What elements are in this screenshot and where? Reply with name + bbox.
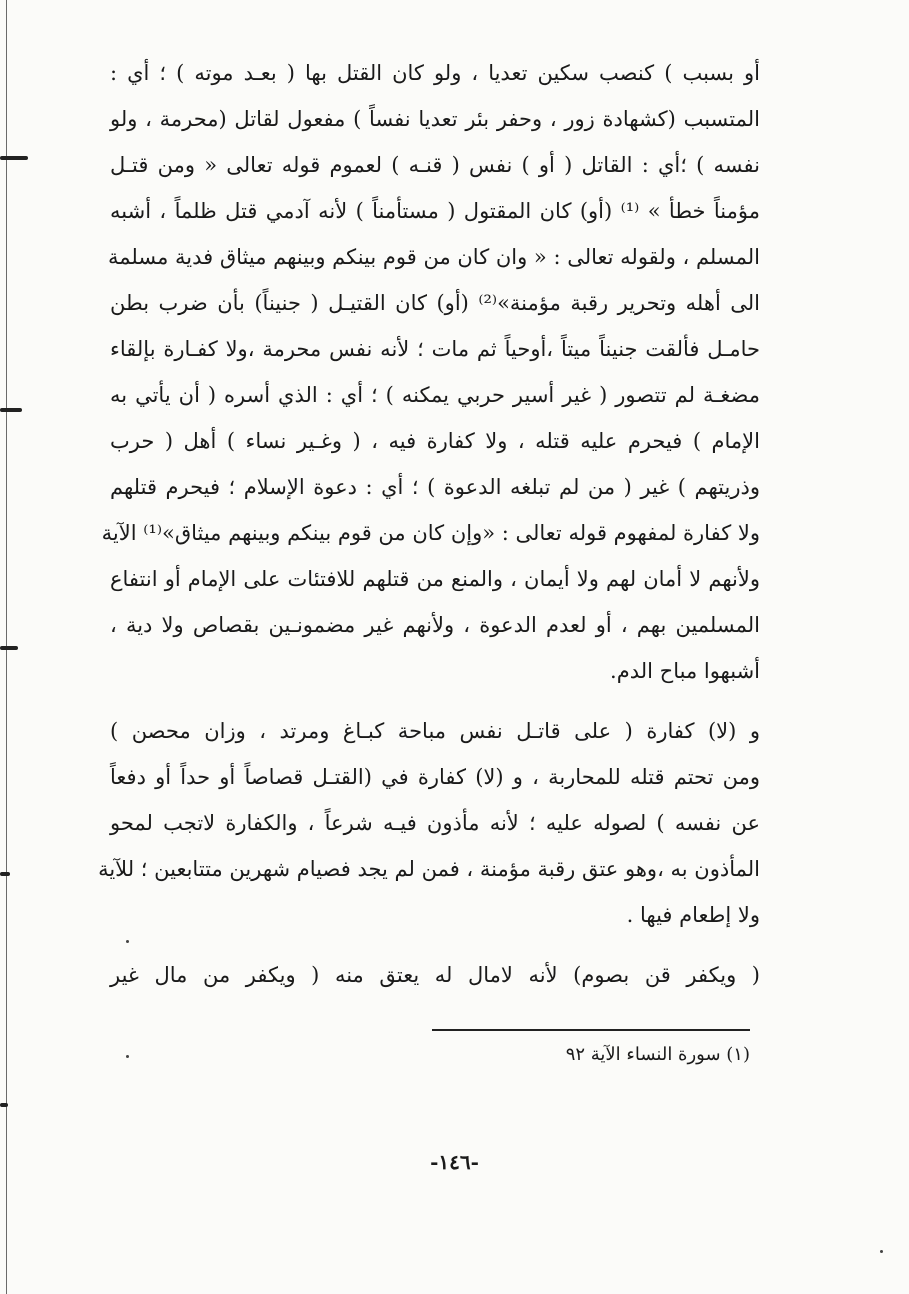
margin-mark bbox=[0, 646, 18, 650]
text-line: ولا إطعام فيها . bbox=[626, 903, 760, 927]
text-line: وذريتهم ) غير ( من لم تبلغه الدعوة ) ؛ أي : دعوة الإسلام ؛ فيحرم قتلهم bbox=[110, 475, 760, 499]
text-line: مؤمناً خطأ » ⁽¹⁾ (أو) كان المقتول ( مستأمناً ) لأنه آدمي قتل ظلماً ، أشبه bbox=[110, 199, 760, 223]
scan-speck bbox=[880, 1250, 883, 1253]
text-line: نفسه ) ؛أي : القاتل ( أو ) نفس ( قنـه ) لعموم قوله تعالى « ومن قتـل bbox=[110, 153, 760, 177]
text-line: مضغـة لم تتصور ( غير أسير حربي يمكنه ) ؛ أي : الذي أسره ( أن يأتي به bbox=[110, 383, 760, 407]
margin-mark bbox=[0, 1103, 8, 1107]
page-number: -١٤٦- bbox=[430, 1150, 479, 1174]
margin-mark bbox=[0, 872, 10, 876]
text-line: الى أهله وتحرير رقبة مؤمنة»⁽²⁾ (أو) كان القتيـل ( جنيناً) بأن ضرب بطن bbox=[110, 291, 761, 315]
text-line: و (لا) كفارة ( على قاتـل نفس مباحة كبـاغ ومرتد ، وزان محصن ) bbox=[110, 719, 760, 743]
paragraph-3 bbox=[110, 952, 760, 998]
text-line: أشبهوا مباح الدم. bbox=[610, 659, 760, 683]
text-line: الإمام ) فيحرم عليه قتله ، ولا كفارة فيه ، ( وغـير نساء ) أهل ( حرب bbox=[110, 429, 760, 453]
text-line: ولأنهم لا أمان لهم ولا أيمان ، والمنع من قتلهم للافتئات على الإمام أو انتفاع bbox=[110, 567, 760, 591]
margin-mark bbox=[0, 156, 28, 160]
footnote: (١) سورة النساء الآية ٩٢ bbox=[565, 1044, 750, 1065]
text-line: ولا كفارة لمفهوم قوله تعالى : «وإن كان من قوم بينكم وبينهم ميثاق»⁽¹⁾ الآية bbox=[101, 521, 760, 545]
page-body bbox=[98, 50, 761, 998]
paragraph-2 bbox=[98, 708, 760, 938]
text-line: ( ويكفر قن بصوم) لأنه لامال له يعتق منه ( ويكفر من مال غير bbox=[110, 963, 760, 987]
text-line: حامـل فألقت جنيناً ميتاً ،أوحياً ثم مات ؛ لأنه نفس محرمة ،ولا كفـارة بإلقاء bbox=[110, 337, 760, 361]
footnote-divider bbox=[432, 1029, 750, 1031]
text-line: المسلم ، ولقوله تعالى : « وان كان من قوم بينكم وبينهم ميثاق فدية مسلمة bbox=[108, 245, 760, 269]
text-line: ومن تحتم قتله للمحاربة ، و (لا) كفارة في (القتـل قصاصاً أو حداً أو دفعاً bbox=[110, 765, 760, 789]
margin-mark bbox=[0, 408, 22, 412]
paragraph-1 bbox=[101, 50, 761, 694]
text-line: عن نفسه ) لصوله عليه ؛ لأنه مأذون فيـه شرعاً ، والكفارة لاتجب لمحو bbox=[110, 811, 760, 835]
text-line: المأذون به ،وهو عتق رقبة مؤمنة ، فمن لم يجد فصيام شهرين متتابعين ؛ للآية bbox=[98, 857, 760, 881]
scan-speck bbox=[126, 1055, 129, 1058]
text-line: المتسبب (كشهادة زور ، وحفر بئر تعديا نفساً ) مفعول لقاتل (محرمة ، ولو bbox=[110, 107, 760, 131]
text-line: أو بسبب ) كنصب سكين تعديا ، ولو كان القتل بها ( بعـد موته ) ؛ أي : bbox=[110, 61, 760, 85]
text-line: المسلمين بهم ، أو لعدم الدعوة ، ولأنهم غير مضمونـين بقصاص ولا دية ، bbox=[110, 613, 760, 637]
